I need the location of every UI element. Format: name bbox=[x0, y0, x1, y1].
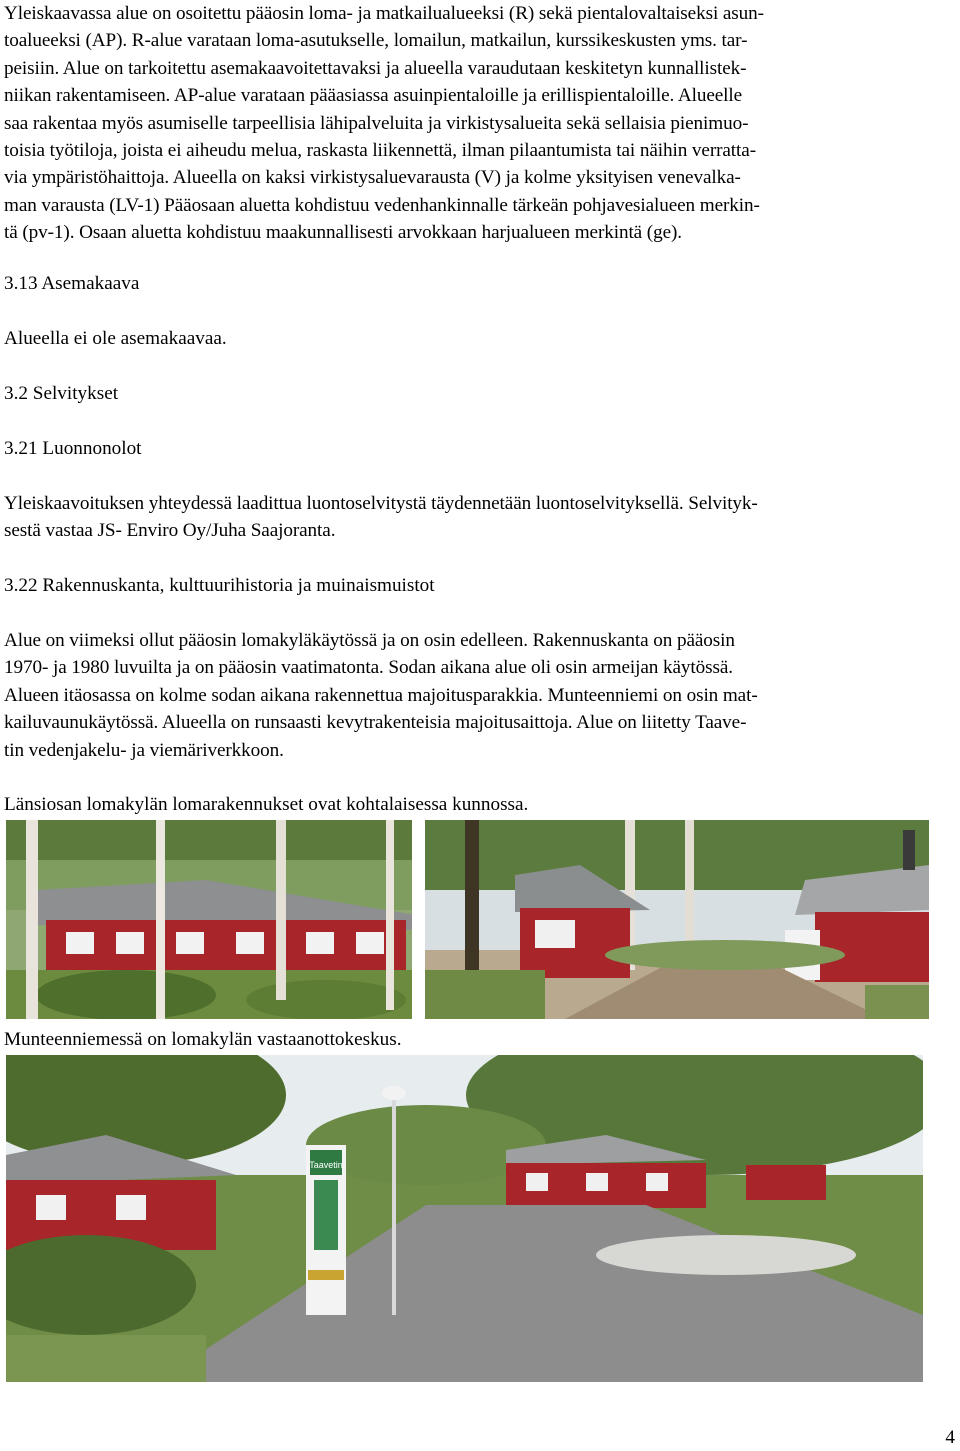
text-line: tä (pv-1). Osaan aluetta kohdistuu maakunnallisesti arvokkaan harjualueen merkintä (ge). bbox=[4, 222, 682, 244]
text-line: sestä vastaa JS- Enviro Oy/Juha Saajoranta. bbox=[4, 520, 336, 542]
text-line: tin vedenjakelu- ja viemäriverkkoon. bbox=[4, 739, 284, 761]
heading-3-21: 3.21 Luonnonolot bbox=[4, 438, 142, 459]
heading-3-22: 3.22 Rakennuskanta, kulttuurihistoria ja muinaismuistot bbox=[4, 575, 435, 596]
heading-3-2: 3.2 Selvitykset bbox=[4, 383, 119, 404]
section-3-22-paragraph bbox=[4, 627, 956, 764]
text-line: Yleiskaavoituksen yhteydessä laadittua luontoselvitystä täydennetään luontoselvityksellä. Selvityk- bbox=[4, 493, 758, 514]
text-line: toalueeksi (AP). R-alue varataan loma-asutukselle, lomailun, matkailun, kurssikeskusten yms. tar- bbox=[4, 30, 748, 52]
text-line: Alue on viimeksi ollut pääosin lomakyläkäytössä ja on osin edelleen. Rakennuskanta on pääosin bbox=[4, 630, 735, 651]
intro-paragraph bbox=[4, 0, 956, 247]
sign-text: Taavetin bbox=[309, 1160, 343, 1170]
text-line: saa rakentaa myös asumiselle tarpeellisia lähipalveluita ja virkistysalueita sekä sellaisia pienimuo- bbox=[4, 112, 749, 134]
text-line: Yleiskaavassa alue on osoitettu pääosin loma- ja matkailualueeksi (R) sekä pientalovaltaiseksi asun- bbox=[4, 3, 764, 24]
text-line: toisia työtiloja, joista ei aiheudu melua, raskasta liikennettä, ilman pilaantumista tai näihin verratta- bbox=[4, 140, 756, 162]
text-line: kailuvaunukäytössä. Alueella on runsaasti kevytrakenteisia majoitusaittoja. Alue on liitetty Taave- bbox=[4, 712, 747, 734]
text-line: via ympäristöhaittoja. Alueella on kaksi virkistysaluevarausta (V) ja kolme yksityisen venevalka- bbox=[4, 167, 741, 189]
text-line: 1970- ja 1980 luvuilta ja on pääosin vaatimatonta. Sodan aikana alue oli osin armeijan käytössä. bbox=[4, 657, 733, 679]
photo-cottages-birches bbox=[6, 820, 412, 1019]
photo-cottages-path bbox=[425, 820, 929, 1019]
heading-3-13: 3.13 Asemakaava bbox=[4, 273, 140, 294]
photo-caption-reception: Munteenniemessä on lomakylän vastaanottokeskus. bbox=[4, 1029, 402, 1050]
photo-reception-center bbox=[6, 1055, 923, 1382]
section-3-13-text: Alueella ei ole asemakaavaa. bbox=[4, 328, 227, 349]
photo-caption-west-cottages: Länsiosan lomakylän lomarakennukset ovat kohtalaisessa kunnossa. bbox=[4, 794, 529, 815]
text-line: niikan rakentamiseen. AP-alue varataan pääasiassa asuinpientaloille ja erillispientaloille. Alueelle bbox=[4, 85, 743, 107]
text-line: man varausta (LV-1) Pääosaan aluetta kohdistuu vedenhankinnalle tärkeän pohjavesialueen merkin- bbox=[4, 194, 760, 216]
text-line: peisiin. Alue on tarkoitettu asemakaavoitettavaksi ja alueella varaudutaan keskitetyn kunnallistek- bbox=[4, 57, 747, 79]
page-number: 4 bbox=[945, 1427, 955, 1448]
text-line: Alueen itäosassa on kolme sodan aikana rakennettua majoitusparakkia. Munteenniemi on osin mat- bbox=[4, 684, 758, 706]
section-3-21-paragraph bbox=[4, 490, 956, 545]
